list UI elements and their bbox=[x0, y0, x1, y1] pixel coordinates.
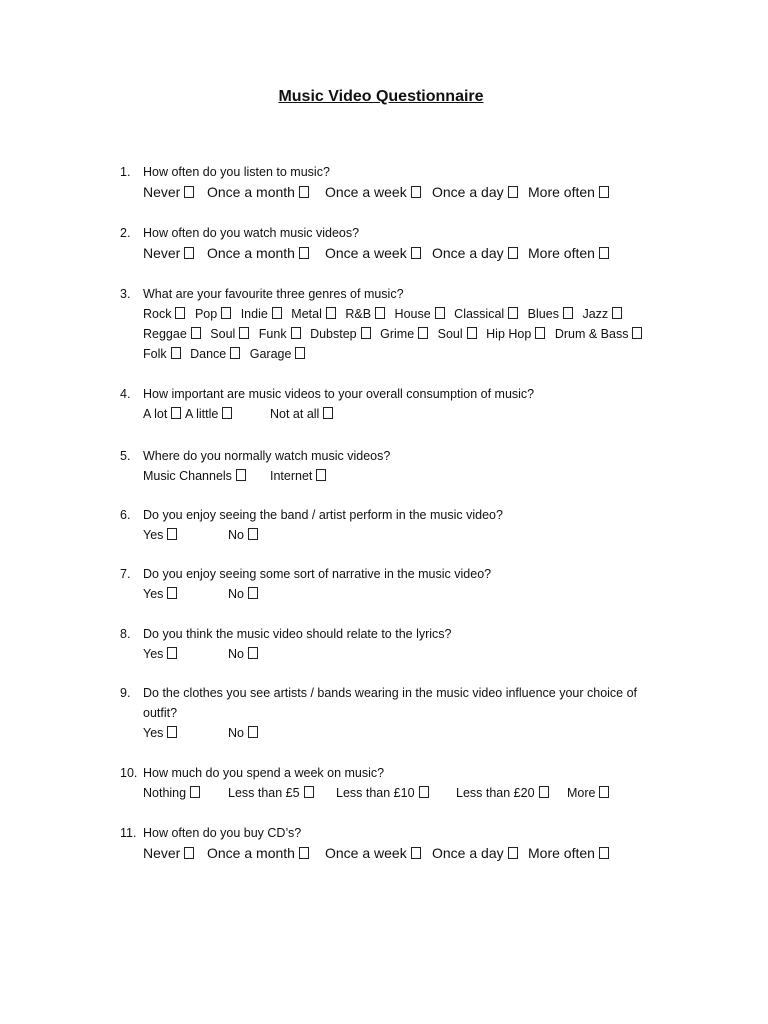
checkbox-icon[interactable] bbox=[175, 307, 185, 319]
checkbox-icon[interactable] bbox=[323, 407, 333, 419]
checkbox-icon[interactable] bbox=[299, 847, 309, 859]
option-never[interactable]: Never bbox=[143, 243, 194, 263]
checkbox-icon[interactable] bbox=[184, 186, 194, 198]
checkbox-icon[interactable] bbox=[167, 528, 177, 540]
checkbox-icon[interactable] bbox=[248, 647, 258, 659]
question-2 bbox=[120, 223, 680, 263]
question-text: How often do you listen to music? bbox=[143, 165, 330, 179]
checkbox-icon[interactable] bbox=[411, 847, 421, 859]
checkbox-icon[interactable] bbox=[599, 786, 609, 798]
checkbox-icon[interactable] bbox=[304, 786, 314, 798]
page-title: Music Video Questionnaire bbox=[278, 88, 484, 105]
question-number: 2. bbox=[120, 226, 131, 240]
question-number: 3. bbox=[120, 287, 131, 301]
option-hip-hop[interactable]: Hip Hop bbox=[486, 327, 545, 341]
question-text: How often do you buy CD’s? bbox=[143, 826, 302, 840]
option-rock[interactable]: Rock bbox=[143, 307, 185, 321]
question-11 bbox=[120, 823, 680, 863]
question-text: Do you think the music video should relate to the lyrics? bbox=[143, 627, 452, 641]
option-less-than-5[interactable]: Less than £5 bbox=[228, 783, 314, 803]
option-no[interactable]: No bbox=[228, 584, 258, 604]
question-number: 5. bbox=[120, 449, 131, 463]
option-never[interactable]: Never bbox=[143, 182, 194, 202]
question-number: 10. bbox=[120, 766, 138, 780]
question-number: 8. bbox=[120, 627, 131, 641]
checkbox-icon[interactable] bbox=[222, 407, 232, 419]
checkbox-icon[interactable] bbox=[230, 347, 240, 359]
option-pop[interactable]: Pop bbox=[195, 307, 231, 321]
question-number: 6. bbox=[120, 508, 131, 522]
question-number: 1. bbox=[120, 165, 131, 179]
checkbox-icon[interactable] bbox=[599, 247, 609, 259]
question-number: 4. bbox=[120, 387, 131, 401]
checkbox-icon[interactable] bbox=[599, 186, 609, 198]
option-once-a-month[interactable]: Once a month bbox=[207, 182, 309, 202]
checkbox-icon[interactable] bbox=[361, 327, 371, 339]
option-a-little[interactable]: A little bbox=[185, 404, 232, 424]
checkbox-icon[interactable] bbox=[248, 726, 258, 738]
option-more-often[interactable]: More often bbox=[528, 843, 609, 863]
option-once-a-month[interactable]: Once a month bbox=[207, 843, 309, 863]
option-internet[interactable]: Internet bbox=[270, 466, 326, 486]
checkbox-icon[interactable] bbox=[171, 407, 181, 419]
checkbox-icon[interactable] bbox=[467, 327, 477, 339]
option-more-often[interactable]: More often bbox=[528, 182, 609, 202]
option-folk[interactable]: Folk bbox=[143, 347, 181, 361]
option-no[interactable]: No bbox=[228, 525, 258, 545]
checkbox-icon[interactable] bbox=[612, 307, 622, 319]
genre-options bbox=[143, 304, 663, 364]
option-yes[interactable]: Yes bbox=[143, 723, 177, 743]
checkbox-icon[interactable] bbox=[299, 186, 309, 198]
question-text: Do the clothes you see artists / bands wearing in the music video influence your choice of outfit? bbox=[143, 686, 638, 720]
option-music-channels[interactable]: Music Channels bbox=[143, 466, 246, 486]
option-once-a-day[interactable]: Once a day bbox=[432, 843, 518, 863]
checkbox-icon[interactable] bbox=[508, 247, 518, 259]
checkbox-icon[interactable] bbox=[508, 847, 518, 859]
option-reggae[interactable]: Reggae bbox=[143, 327, 201, 341]
option-less-than-10[interactable]: Less than £10 bbox=[336, 783, 429, 803]
question-5 bbox=[120, 446, 680, 486]
option-yes[interactable]: Yes bbox=[143, 525, 177, 545]
question-9 bbox=[120, 683, 660, 743]
checkbox-icon[interactable] bbox=[508, 186, 518, 198]
checkbox-icon[interactable] bbox=[248, 587, 258, 599]
option-metal[interactable]: Metal bbox=[291, 307, 336, 321]
option-no[interactable]: No bbox=[228, 644, 258, 664]
option-once-a-week[interactable]: Once a week bbox=[325, 243, 421, 263]
option-not-at-all[interactable]: Not at all bbox=[270, 404, 333, 424]
checkbox-icon[interactable] bbox=[191, 327, 201, 339]
checkbox-icon[interactable] bbox=[221, 307, 231, 319]
question-text: How much do you spend a week on music? bbox=[143, 766, 385, 780]
option-once-a-week[interactable]: Once a week bbox=[325, 843, 421, 863]
option-blues[interactable]: Blues bbox=[528, 307, 573, 321]
question-text: Where do you normally watch music videos? bbox=[143, 449, 391, 463]
checkbox-icon[interactable] bbox=[316, 469, 326, 481]
question-text: How often do you watch music videos? bbox=[143, 226, 360, 240]
option-more-often[interactable]: More often bbox=[528, 243, 609, 263]
checkbox-icon[interactable] bbox=[167, 726, 177, 738]
question-4 bbox=[120, 384, 680, 424]
checkbox-icon[interactable] bbox=[563, 307, 573, 319]
option-nothing[interactable]: Nothing bbox=[143, 783, 200, 803]
checkbox-icon[interactable] bbox=[272, 307, 282, 319]
option-house[interactable]: House bbox=[395, 307, 445, 321]
checkbox-icon[interactable] bbox=[248, 528, 258, 540]
checkbox-icon[interactable] bbox=[435, 307, 445, 319]
question-number: 9. bbox=[120, 686, 131, 700]
checkbox-icon[interactable] bbox=[539, 786, 549, 798]
option-jazz[interactable]: Jazz bbox=[582, 307, 622, 321]
option-once-a-month[interactable]: Once a month bbox=[207, 243, 309, 263]
checkbox-icon[interactable] bbox=[411, 247, 421, 259]
checkbox-icon[interactable] bbox=[295, 347, 305, 359]
question-10 bbox=[120, 763, 680, 803]
checkbox-icon[interactable] bbox=[291, 327, 301, 339]
option-garage[interactable]: Garage bbox=[250, 347, 306, 361]
option-indie[interactable]: Indie bbox=[241, 307, 282, 321]
option-once-a-day[interactable]: Once a day bbox=[432, 243, 518, 263]
checkbox-icon[interactable] bbox=[326, 307, 336, 319]
option-dubstep[interactable]: Dubstep bbox=[310, 327, 371, 341]
option-soul-2[interactable]: Soul bbox=[438, 327, 477, 341]
question-6 bbox=[120, 505, 680, 545]
checkbox-icon[interactable] bbox=[167, 647, 177, 659]
checkbox-icon[interactable] bbox=[375, 307, 385, 319]
question-text: Do you enjoy seeing some sort of narrative in the music video? bbox=[143, 567, 492, 581]
question-8 bbox=[120, 624, 680, 664]
checkbox-icon[interactable] bbox=[167, 587, 177, 599]
checkbox-icon[interactable] bbox=[299, 247, 309, 259]
option-less-than-20[interactable]: Less than £20 bbox=[456, 783, 549, 803]
checkbox-icon[interactable] bbox=[190, 786, 200, 798]
option-drum-and-bass[interactable]: Drum & Bass bbox=[555, 327, 643, 341]
checkbox-icon[interactable] bbox=[184, 847, 194, 859]
option-no[interactable]: No bbox=[228, 723, 258, 743]
checkbox-icon[interactable] bbox=[419, 786, 429, 798]
checkbox-icon[interactable] bbox=[535, 327, 545, 339]
checkbox-icon[interactable] bbox=[599, 847, 609, 859]
checkbox-icon[interactable] bbox=[418, 327, 428, 339]
question-text: Do you enjoy seeing the band / artist perform in the music video? bbox=[143, 508, 503, 522]
option-funk[interactable]: Funk bbox=[259, 327, 301, 341]
option-never[interactable]: Never bbox=[143, 843, 194, 863]
option-once-a-day[interactable]: Once a day bbox=[432, 182, 518, 202]
question-1 bbox=[120, 162, 680, 202]
option-yes[interactable]: Yes bbox=[143, 644, 177, 664]
option-a-lot[interactable]: A lot bbox=[143, 404, 181, 424]
option-dance[interactable]: Dance bbox=[190, 347, 240, 361]
option-more[interactable]: More bbox=[567, 783, 609, 803]
option-soul[interactable]: Soul bbox=[210, 327, 249, 341]
checkbox-icon[interactable] bbox=[184, 247, 194, 259]
question-text: How important are music videos to your overall consumption of music? bbox=[143, 387, 535, 401]
question-number: 7. bbox=[120, 567, 131, 581]
option-yes[interactable]: Yes bbox=[143, 584, 177, 604]
option-classical[interactable]: Classical bbox=[454, 307, 518, 321]
question-number: 11. bbox=[120, 826, 137, 840]
checkbox-icon[interactable] bbox=[632, 327, 642, 339]
checkbox-icon[interactable] bbox=[236, 469, 246, 481]
checkbox-icon[interactable] bbox=[239, 327, 249, 339]
checkbox-icon[interactable] bbox=[171, 347, 181, 359]
question-7 bbox=[120, 564, 680, 604]
option-rnb[interactable]: R&B bbox=[345, 307, 385, 321]
question-3 bbox=[120, 284, 680, 364]
question-text: What are your favourite three genres of music? bbox=[143, 287, 404, 301]
checkbox-icon[interactable] bbox=[411, 186, 421, 198]
option-grime[interactable]: Grime bbox=[380, 327, 428, 341]
checkbox-icon[interactable] bbox=[508, 307, 518, 319]
option-once-a-week[interactable]: Once a week bbox=[325, 182, 421, 202]
